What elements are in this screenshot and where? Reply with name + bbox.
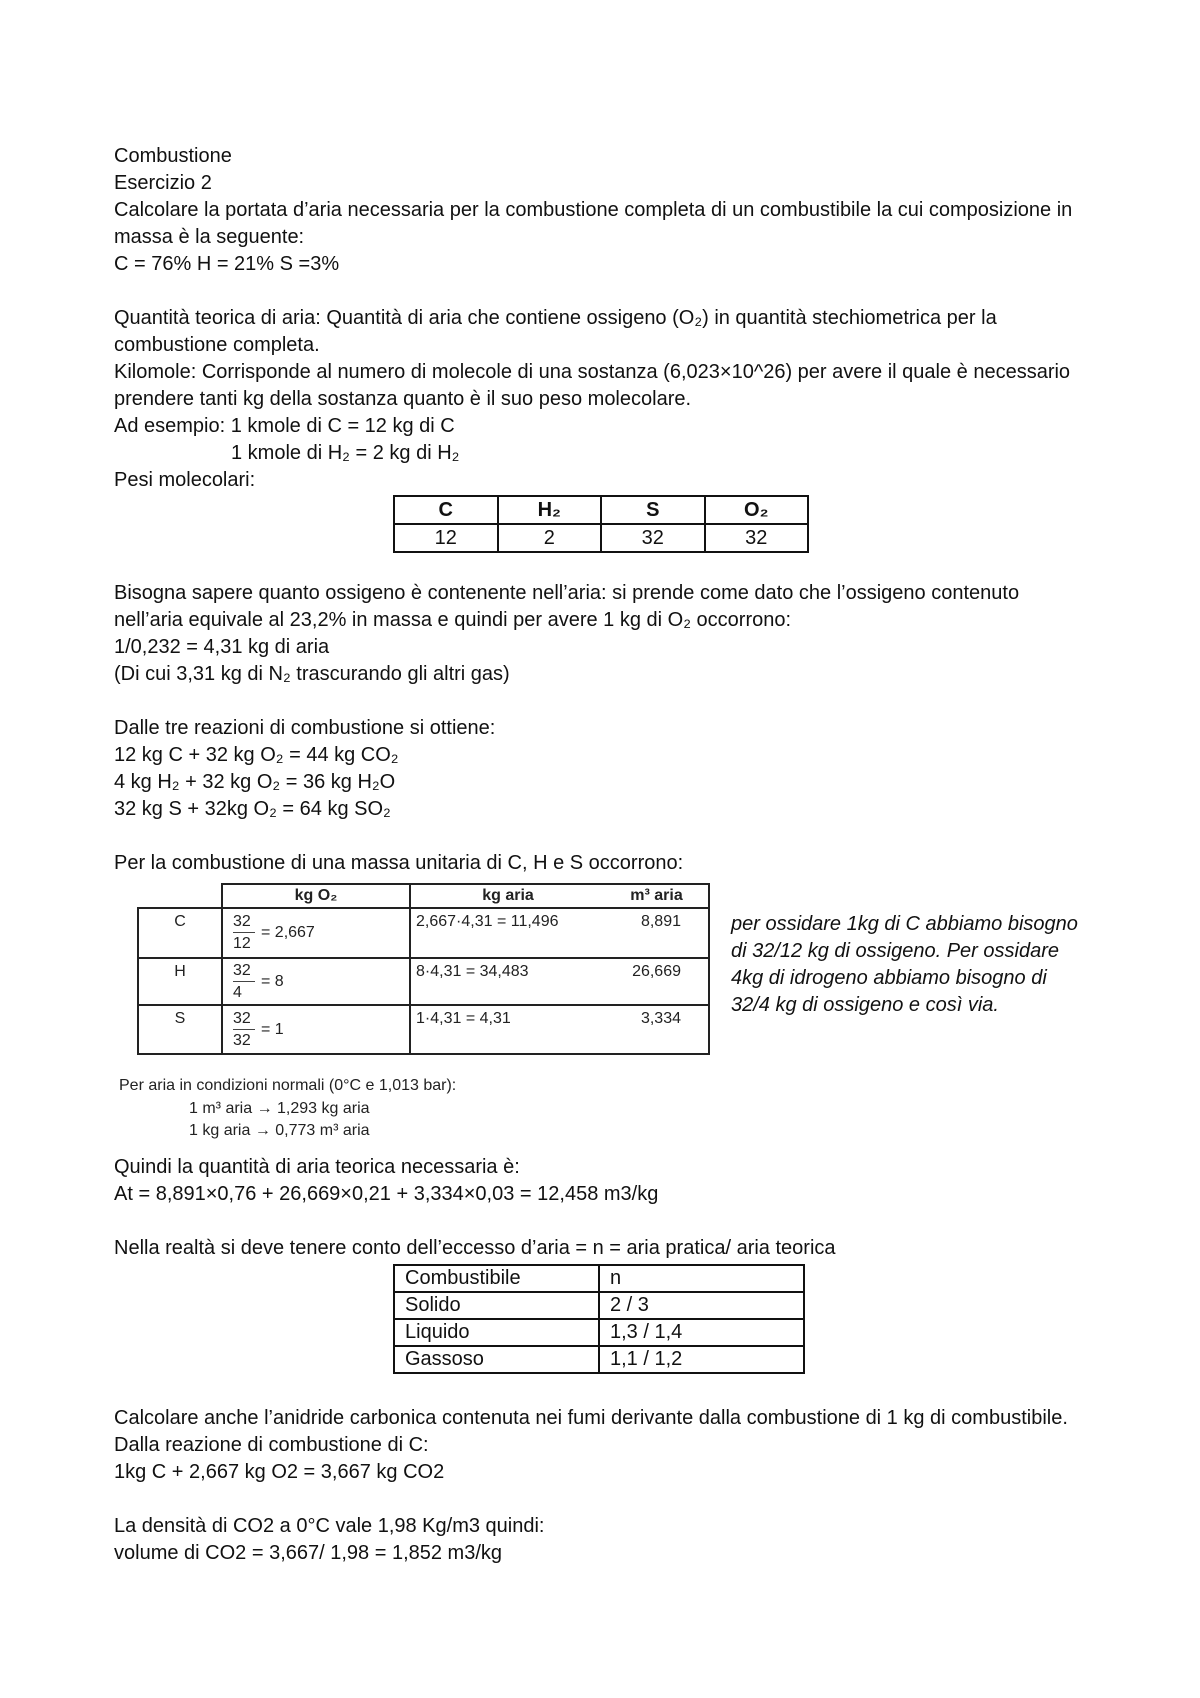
blank-line	[114, 1208, 836, 1235]
co2-volume-line: volume di CO2 = 3,667/ 1,98 = 1,852 m3/kg	[114, 1542, 503, 1564]
table-cell: Liquido	[394, 1319, 599, 1346]
definition-line: prendere tanti kg della sostanza quanto è il suo peso molecolare.	[114, 388, 692, 410]
fraction-result: = 1	[261, 1020, 284, 1038]
side-note-line: 4kg di idrogeno abbiamo bisogno di	[731, 967, 1047, 989]
unit-mass-intro: Per la combustione di una massa unitaria di C, H e S occorrono:	[114, 852, 684, 874]
co2-line: Dalla reazione di combustione di C:	[114, 1434, 429, 1456]
definition-line: Kilomole: Corrisponde al numero di molecole di una sostanza (6,023×10^26) per avere il quale è necessario	[114, 361, 1071, 383]
problem-line: massa è la seguente:	[114, 226, 305, 248]
table-cell: Solido	[394, 1292, 599, 1319]
fraction-numerator: 32	[233, 961, 251, 979]
fraction-numerator: 32	[233, 913, 251, 930]
blank-line	[114, 278, 1072, 305]
table-cell: 1,1 / 1,2	[599, 1346, 804, 1373]
table-cell: 12	[394, 524, 498, 552]
kg-aria-cell: 8·4,31 = 34,483	[409, 957, 605, 1004]
blank-line	[114, 688, 1019, 715]
fraction-bar	[233, 932, 255, 933]
unit-mass-requirements-table	[137, 883, 710, 1055]
side-note-line: 32/4 kg di ossigeno e così via.	[731, 994, 999, 1016]
theoretical-air-formula: At = 8,891×0,76 + 26,669×0,21 + 3,334×0,03 = 12,458 m3/kg	[114, 1183, 659, 1205]
theoretical-air-line: Quindi la quantità di aria teorica necessaria è:	[114, 1156, 520, 1178]
fraction-bar	[233, 981, 255, 982]
fraction	[233, 913, 255, 953]
row-label: C	[137, 907, 221, 957]
kg-o2-cell	[221, 907, 409, 957]
co2-line: 1kg C + 2,667 kg O2 = 3,667 kg CO2	[114, 1461, 445, 1483]
example-line: 1 kmole di H₂ = 2 kg di H₂	[231, 442, 460, 464]
reactions-intro: Dalle tre reazioni di combustione si ottiene:	[114, 717, 496, 739]
example-line: Ad esempio: 1 kmole di C = 12 kg di C	[114, 415, 455, 437]
fraction-result: = 8	[261, 972, 284, 990]
intro-block	[114, 143, 1072, 494]
page-title: Combustione	[114, 145, 232, 167]
oxygen-line: 1/0,232 = 4,31 kg di aria	[114, 636, 330, 658]
table-header-cell: S	[601, 496, 705, 524]
kg-o2-cell	[221, 957, 409, 1004]
reaction-equation: 12 kg C + 32 kg O₂ = 44 kg CO₂	[114, 744, 399, 766]
side-note-line: di 32/12 kg di ossigeno. Per ossidare	[731, 940, 1059, 962]
conversion-line: 1 kg aria → 0,773 m³ aria	[189, 1122, 370, 1139]
side-note-line: per ossidare 1kg di C abbiamo bisogno	[731, 913, 1078, 935]
fraction-denominator: 32	[233, 1031, 251, 1049]
excess-air-intro: Nella realtà si deve tenere conto dell’eccesso d’aria = n = aria pratica/ aria teorica	[114, 1237, 836, 1259]
table-cell: 2 / 3	[599, 1292, 804, 1319]
table-cell: 32	[705, 524, 809, 552]
exercise-label: Esercizio 2	[114, 172, 212, 194]
definition-line: combustione completa.	[114, 334, 320, 356]
fraction-denominator: 4	[233, 983, 242, 1001]
blank-line	[114, 1486, 1068, 1513]
fraction-denominator: 12	[233, 935, 251, 952]
table-cell: Gassoso	[394, 1346, 599, 1373]
table-cell: 1,3 / 1,4	[599, 1319, 804, 1346]
oxygen-line: Bisogna sapere quanto ossigeno è contenente nell’aria: si prende come dato che l’ossigeno contenuto	[114, 582, 1020, 604]
row-label: S	[137, 1004, 221, 1053]
table-header-cell: kg O₂	[221, 883, 409, 907]
fraction-bar	[233, 1029, 255, 1030]
reaction-equation: 4 kg H₂ + 32 kg O₂ = 36 kg H₂O	[114, 771, 396, 793]
fraction	[233, 962, 255, 1002]
fraction-result: = 2,667	[261, 924, 315, 941]
reaction-equation: 32 kg S + 32kg O₂ = 64 kg SO₂	[114, 798, 391, 820]
fraction-numerator: 32	[233, 1009, 251, 1027]
side-note	[731, 911, 1078, 1019]
table-cell: 32	[601, 524, 705, 552]
molecular-weights-label: Pesi molecolari:	[114, 469, 256, 491]
co2-line: Calcolare anche l’anidride carbonica contenuta nei fumi derivante dalla combustione di 1 kg di combustibile.	[114, 1407, 1068, 1429]
oxygen-line: nell’aria equivale al 23,2% in massa e quindi per avere 1 kg di O₂ occorrono:	[114, 609, 792, 631]
blank-line	[114, 823, 1019, 850]
row-label: H	[137, 957, 221, 1004]
composition-line: C = 76% H = 21% S =3%	[114, 253, 340, 275]
theoretical-air-block	[114, 1154, 836, 1262]
oxygen-line: (Di cui 3,31 kg di N₂ trascurando gli altri gas)	[114, 663, 510, 685]
table-row	[394, 1292, 804, 1319]
table-header-cell: O₂	[705, 496, 809, 524]
fraction	[233, 1010, 255, 1050]
m3-aria-cell: 3,334	[605, 1004, 708, 1053]
normal-conditions-title: Per aria in condizioni normali (0°C e 1,013 bar):	[119, 1077, 457, 1094]
table-header-row	[394, 496, 808, 524]
kg-o2-cell	[221, 1004, 409, 1053]
co2-volume-line: La densità di CO2 a 0°C vale 1,98 Kg/m3 quindi:	[114, 1515, 545, 1537]
kg-aria-cell: 2,667·4,31 = 11,496	[409, 907, 605, 957]
table-header-cell: kg aria	[409, 883, 605, 907]
table-cell: 2	[498, 524, 602, 552]
oxygen-block	[114, 580, 1019, 877]
excess-air-table	[393, 1264, 805, 1374]
m3-aria-cell: 8,891	[605, 907, 708, 957]
table-header-row	[394, 1265, 804, 1292]
table-header-cell: Combustibile	[394, 1265, 599, 1292]
table-header-cell: H₂	[498, 496, 602, 524]
table-header-cell: n	[599, 1265, 804, 1292]
table-row	[394, 1346, 804, 1373]
table-header-cell: C	[394, 496, 498, 524]
m3-aria-cell: 26,669	[605, 957, 708, 1004]
definition-line: Quantità teorica di aria: Quantità di aria che contiene ossigeno (O₂) in quantità stechiometrica per la	[114, 307, 997, 329]
kg-aria-cell: 1·4,31 = 4,31	[409, 1004, 605, 1053]
table-header-cell: m³ aria	[605, 883, 708, 907]
table-row	[394, 1319, 804, 1346]
co2-block	[114, 1405, 1068, 1567]
conversion-line: 1 m³ aria → 1,293 kg aria	[189, 1099, 370, 1117]
normal-conditions-note	[119, 1075, 456, 1143]
table-header-empty-cell	[137, 883, 221, 907]
problem-line: Calcolare la portata d’aria necessaria per la combustione completa di un combustibile la cui composizione in	[114, 199, 1073, 221]
table-row	[394, 524, 808, 552]
molecular-weights-table	[393, 495, 809, 553]
